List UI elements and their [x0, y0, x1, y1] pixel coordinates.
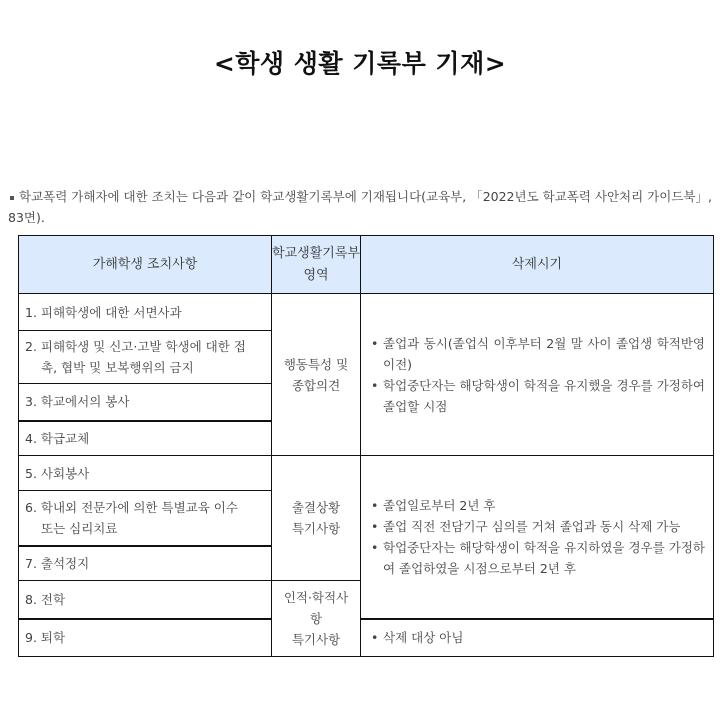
area-line: 인적·학적사: [283, 590, 349, 605]
measure-4: 4. 학급교체: [19, 421, 272, 456]
measure-1: 1. 피해학생에 대한 서면사과: [19, 294, 272, 331]
measure-2: [19, 331, 272, 384]
deletion-personal: [361, 619, 714, 657]
table-row: [19, 294, 714, 331]
measure-text: 촉, 협박 및 보복행위의 금지: [41, 360, 194, 375]
deletion-attendance: [361, 456, 714, 619]
intro-text: 학교폭력 가해자에 대한 조치는 다음과 같이 학교생활기록부에 기재됩니다(교육부, 「2022년도 학교폭력 사안처리 가이드북」, 83면).: [8, 189, 712, 225]
deletion-text: 졸업 직전 전담기구 심의를 거쳐 졸업과 동시 삭제 가능: [383, 518, 681, 534]
bullet-icon: •: [371, 630, 379, 646]
bullet-icon: •: [371, 497, 379, 513]
measure-9: 9. 퇴학: [19, 619, 272, 657]
bullet-icon: •: [371, 539, 379, 555]
measure-3: 3. 학교에서의 봉사: [19, 384, 272, 421]
table-header-row: [19, 236, 714, 294]
intro-paragraph: [8, 186, 716, 228]
header-deletion: 삭제시기: [361, 236, 714, 294]
record-table: [18, 235, 714, 657]
measure-text: 또는 심리치료: [41, 520, 118, 536]
measure-6: [19, 491, 272, 546]
measure-text: 6. 학내외 전문가에 의한 특별교육 이수: [25, 499, 238, 515]
area-line: 출결상황: [291, 500, 341, 515]
deletion-text: 학업중단자는 해당학생이 학적을 유지하였을 경우를 가정하여 졸업하였을 시점으로부터 2년 후: [383, 539, 705, 576]
deletion-text: 삭제 대상 아님: [383, 630, 464, 646]
deletion-text: 졸업일로부터 2년 후: [383, 497, 496, 513]
deletion-text: 학업중단자는 해당학생이 학적을 유지했을 경우를 가정하여 졸업할 시점: [383, 377, 705, 414]
deletion-text: 졸업과 동시(졸업식 이후부터 2월 말 사이 졸업생 학적반영 이전): [383, 335, 705, 372]
bullet-icon: •: [371, 518, 379, 534]
page-title: <학생 생활 기록부 기재>: [213, 49, 507, 78]
table-row: [19, 456, 714, 491]
header-area: 학교생활기록부 영역: [272, 236, 361, 294]
area-line: 특기사항: [291, 521, 341, 536]
bullet-icon: •: [371, 335, 379, 351]
measure-8: 8. 전학: [19, 581, 272, 619]
measure-text: 2. 피해학생 및 신고·고발 학생에 대한 접: [25, 339, 246, 354]
area-line: 항: [309, 611, 323, 626]
area-behavior: [272, 294, 361, 456]
table-row: [19, 619, 714, 657]
area-attendance: [272, 456, 361, 581]
area-line: 특기사항: [291, 632, 341, 647]
header-measures: 가해학생 조치사항: [19, 236, 272, 294]
measure-7: 7. 출석정지: [19, 546, 272, 581]
deletion-behavior: [361, 294, 714, 456]
bullet-icon: [10, 196, 14, 200]
bullet-icon: •: [371, 377, 379, 393]
area-personal: [272, 581, 361, 657]
measure-5: 5. 사회봉사: [19, 456, 272, 491]
area-line: 행동특성 및: [283, 356, 349, 372]
area-line: 종합의견: [291, 377, 341, 393]
